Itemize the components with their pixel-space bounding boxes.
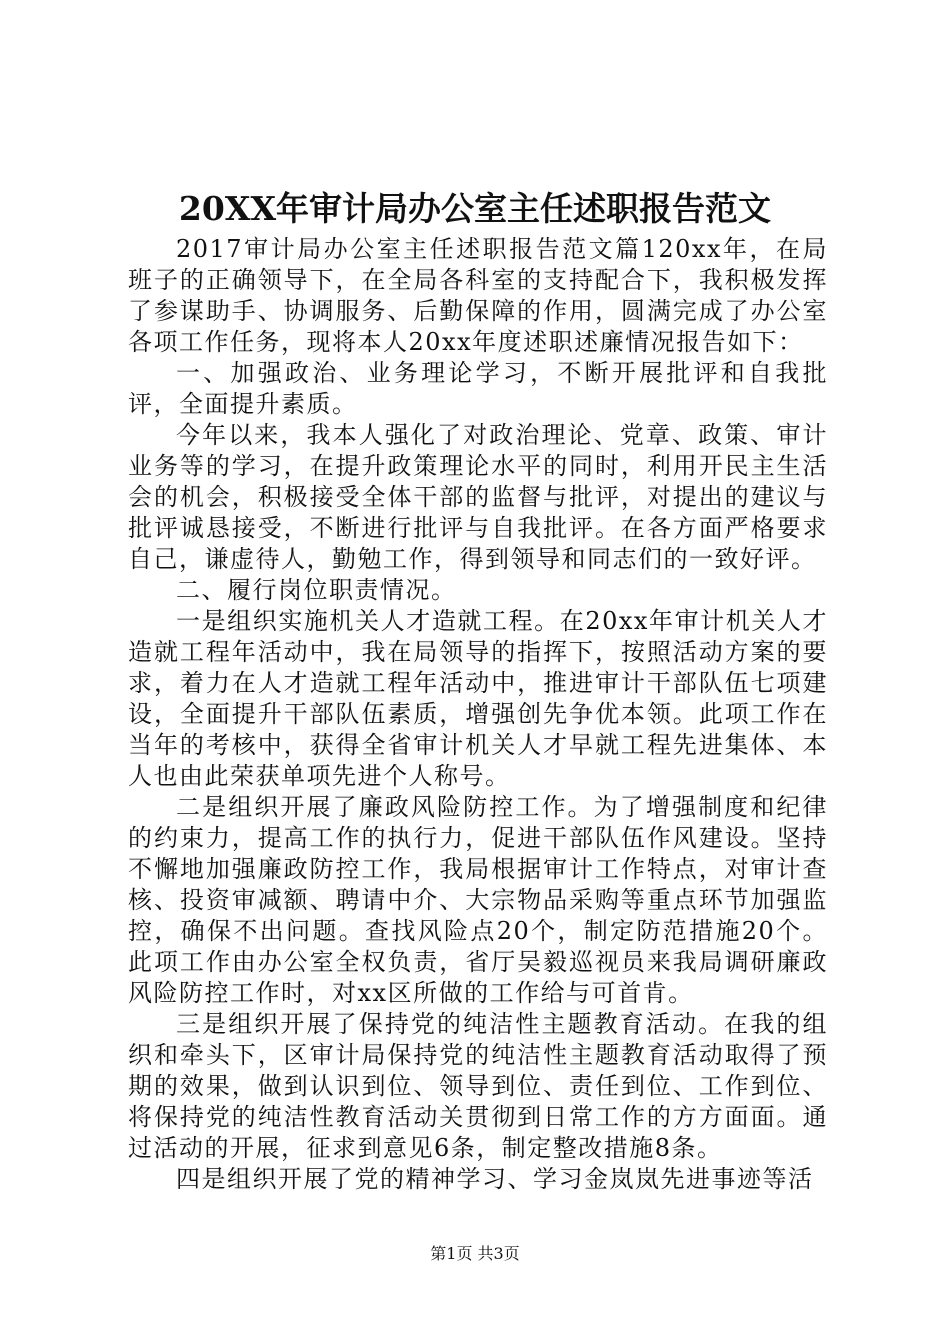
paragraph: 今年以来，我本人强化了对政治理论、党章、政策、审计业务等的学习，在提升政策理论水平的同时，利用开民主生活会的机会，积极接受全体干部的监督与批评，对提出的建议与批评诚恳接受，不断进行批评与自我批评。在各方面严格要求自己，谦虚待人，勤勉工作，得到领导和同志们的一致好评。 bbox=[128, 421, 828, 573]
paragraph: 四是组织开展了党的精神学习、学习金岚岚先进事迹等活 bbox=[176, 1165, 814, 1193]
paragraph: 一、加强政治、业务理论学习，不断开展批评和自我批评，全面提升素质。 bbox=[128, 359, 828, 418]
paragraph: 一是组织实施机关人才造就工程。在20xx年审计机关人才造就工程年活动中，我在局领导的指挥下，按照活动方案的要求，着力在人才造就工程年活动中，推进审计干部队伍七项建设，全面提升干部队伍素质，增强创先争优本领。此项工作在当年的考核中，获得全省审计机关人才早就工程先进集体、本人也由此荣获单项先进个人称号。 bbox=[128, 607, 828, 790]
paragraph: 二是组织开展了廉政风险防控工作。为了增强制度和纪律的约束力，提高工作的执行力，促进干部队伍作风建设。坚持不懈地加强廉政防控工作，我局根据审计工作特点，对审计查核、投资审减额、聘请中介、大宗物品采购等重点环节加强监控，确保不出问题。查找风险点20个，制定防范措施20个。此项工作由办公室全权负责，省厅吴毅巡视员来我局调研廉政风险防控工作时，对xx区所做的工作给与可首肯。 bbox=[128, 793, 828, 1007]
document-title: 20XX年审计局办公室主任述职报告范文 bbox=[178, 189, 772, 228]
paragraph: 三是组织开展了保持党的纯洁性主题教育活动。在我的组织和牵头下，区审计局保持党的纯洁性主题教育活动取得了预期的效果，做到认识到位、领导到位、责任到位、工作到位、将保持党的纯洁性教育活动关贯彻到日常工作的方方面面。通过活动的开展，征求到意见6条，制定整改措施8条。 bbox=[128, 1010, 828, 1162]
paragraph: 二、履行岗位职责情况。 bbox=[176, 576, 457, 604]
page-footer: 第1页 共3页 bbox=[430, 1244, 520, 1263]
document-body bbox=[128, 234, 828, 1195]
paragraph: 2017审计局办公室主任述职报告范文篇120xx年，在局班子的正确领导下，在全局各科室的支持配合下，我积极发挥了参谋助手、协调服务、后勤保障的作用，圆满完成了办公室各项工作任务，现将本人20xx年度述职述廉情况报告如下： bbox=[128, 235, 828, 356]
